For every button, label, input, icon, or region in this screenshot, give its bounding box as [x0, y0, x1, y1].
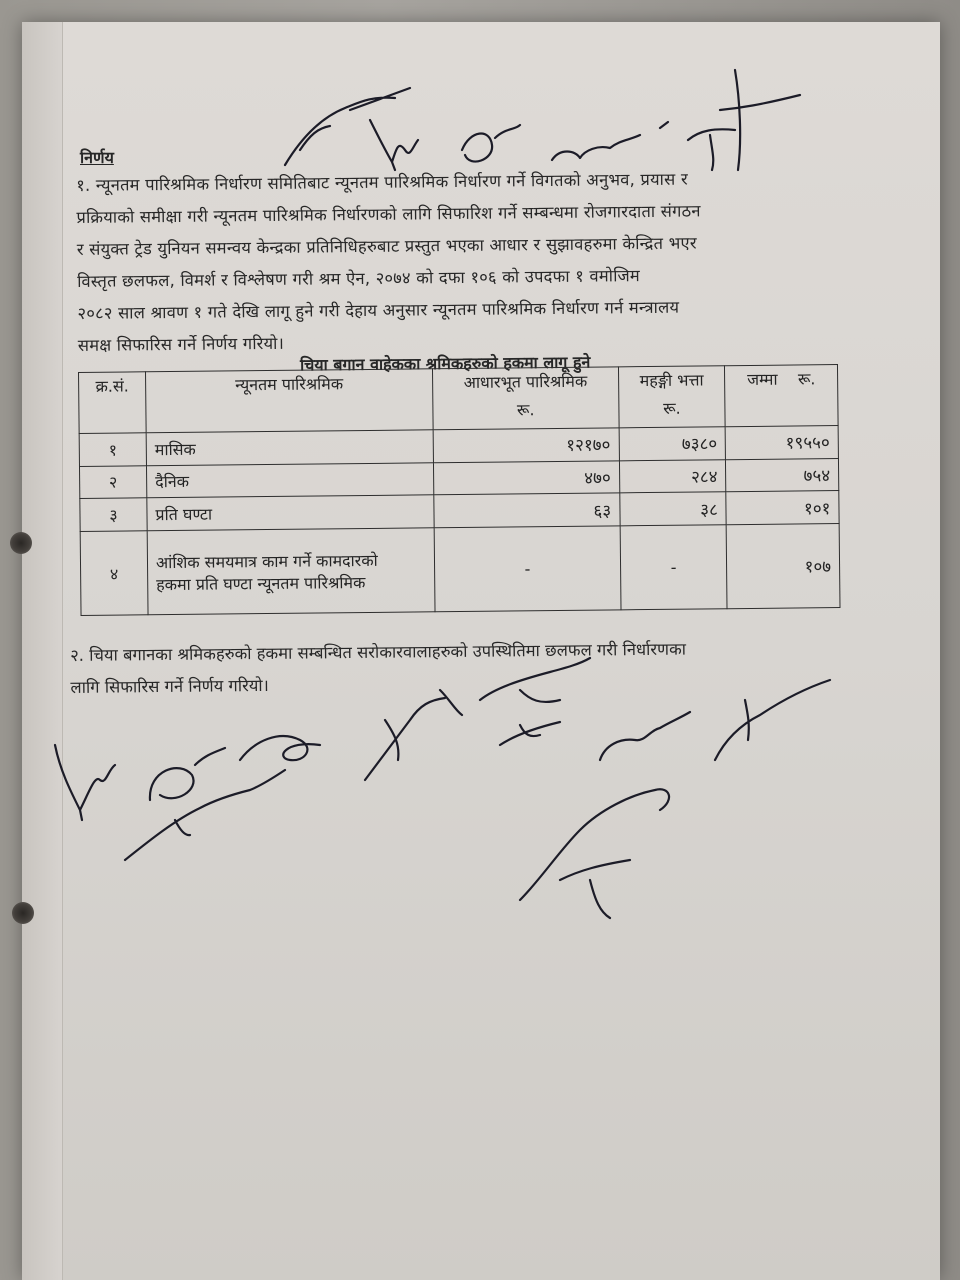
cell-allowance: ७३८० [619, 427, 726, 461]
header-allowance-label: महङ्गी भत्ता [639, 370, 704, 391]
cell-total: १०७ [727, 524, 840, 609]
cell-basic: - [434, 526, 621, 612]
cell-total: १९५५० [726, 426, 839, 460]
decision-paragraph-2 [70, 632, 871, 704]
paragraph-line: र संयुक्त ट्रेड युनियन समन्वय केन्द्रका प्रतिनिधिहरुबाट प्रस्तुत भएका आधार र सुझावहरुमा केन्द्रित भएर [76, 233, 697, 259]
cell-sn: २ [79, 465, 146, 498]
cell-total: १०१ [726, 491, 839, 525]
cell-allowance: - [620, 525, 728, 610]
cell-sn: ४ [80, 531, 148, 616]
table-title: चिया बगान वाहेकका श्रमिकहरुको हकमा लागू हुने [299, 352, 591, 375]
cell-wage-type: मासिक [146, 430, 433, 466]
header-allowance-unit: रू. [663, 398, 681, 418]
header-basic [432, 367, 618, 430]
wage-type-line: आंशिक समयमात्र काम गर्ने कामदारको [155, 550, 378, 572]
paragraph-line: समक्ष सिफारिस गर्ने निर्णय गरियो। [77, 333, 285, 355]
cell-wage-type: प्रति घण्टा [147, 495, 434, 531]
wage-type-line: हकमा प्रति घण्टा न्यूनतम पारिश्रमिक [156, 572, 366, 594]
decision-heading: निर्णय [80, 148, 114, 167]
header-total-unit: रू. [797, 369, 816, 389]
header-allowance [618, 366, 725, 428]
cell-allowance: २८४ [619, 459, 726, 493]
header-total-label: जम्मा [747, 369, 778, 389]
paragraph-line: २०८२ साल श्रावण १ गते देखि लागू हुने गरी देहाय अनुसार न्यूनतम पारिश्रमिक निर्धारण गर्न मन्त्रालय [77, 297, 680, 323]
minimum-wage-table [78, 364, 841, 616]
punch-hole [12, 902, 34, 924]
punch-hole [10, 532, 32, 554]
header-basic-label: आधारभूत पारिश्रमिक [463, 371, 588, 392]
cell-basic: ४७० [433, 460, 619, 495]
paragraph-line: प्रक्रियाको समीक्षा गरी न्यूनतम पारिश्रमिक निर्धारणको लागि सिफारिश गर्ने सम्बन्धमा रोजगारदाता संगठन [76, 201, 701, 227]
cell-wage-type [147, 528, 435, 615]
paragraph-line: १. न्यूनतम पारिश्रमिक निर्धारण समितिबाट न्यूनतम पारिश्रमिक निर्धारण गर्ने विगतको अनुभव, प्रयास र [76, 169, 688, 195]
decision-paragraph-1 [76, 162, 850, 362]
cell-total: ७५४ [726, 458, 839, 492]
paper-fold [22, 22, 63, 1280]
cell-allowance: ३८ [619, 492, 726, 526]
paragraph-line: लागि सिफारिस गर्ने निर्णय गरियो। [70, 675, 269, 697]
cell-wage-type: दैनिक [146, 462, 433, 498]
cell-sn: ३ [80, 498, 147, 531]
header-total [725, 365, 838, 427]
header-wage-type: न्यूनतम पारिश्रमिक [146, 369, 434, 433]
header-sn: क्र.सं. [79, 372, 147, 434]
cell-basic: ६३ [434, 493, 620, 528]
table-row [80, 524, 840, 616]
table-header-row [79, 365, 839, 434]
cell-sn: १ [79, 433, 146, 466]
paragraph-line: २. चिया बगानका श्रमिकहरुको हकमा सम्बन्धित सरोकारवालाहरुको उपस्थितिमा छलफल गरी निर्धारणका [70, 639, 687, 665]
header-basic-unit: रू. [516, 400, 535, 420]
paragraph-line: विस्तृत छलफल, विमर्श र विश्लेषण गरी श्रम ऐन, २०७४ को दफा १०६ को उपदफा १ वमोजिम [77, 266, 641, 291]
cell-basic: १२१७० [433, 428, 619, 463]
